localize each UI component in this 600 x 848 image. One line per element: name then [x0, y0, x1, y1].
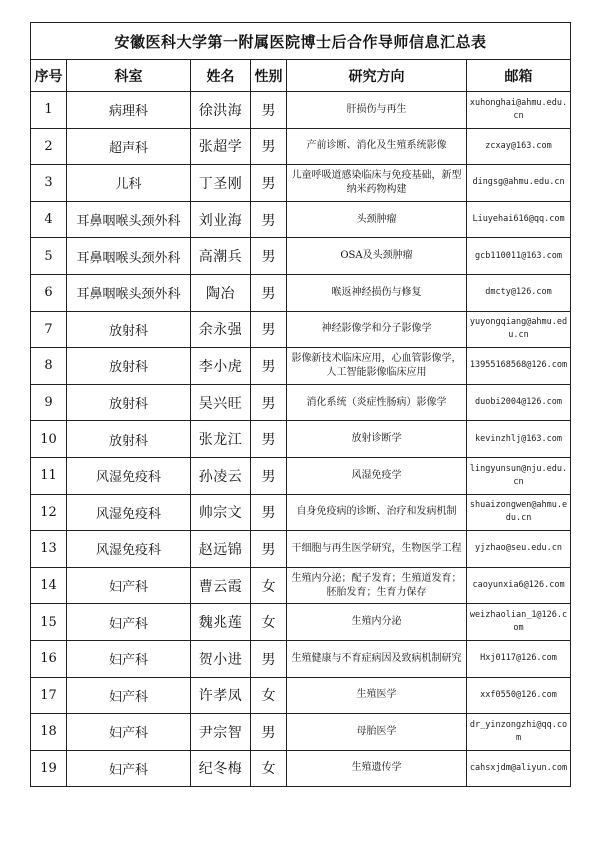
supervisor-name: 徐洪海 [191, 92, 251, 129]
supervisor-name: 尹宗智 [191, 714, 251, 751]
department-cell: 耳鼻咽喉头颈外科 [67, 274, 191, 311]
email-cell: 13955168568@126.com [467, 348, 571, 385]
email-cell: cahsxjdm@aliyun.com [467, 750, 571, 787]
department-cell: 放射科 [67, 421, 191, 458]
header-dept: 科室 [67, 60, 191, 92]
table-row [31, 201, 571, 238]
supervisor-name: 曹云霞 [191, 567, 251, 604]
table-row [31, 238, 571, 275]
header-row [31, 60, 571, 92]
department-cell: 儿科 [67, 165, 191, 202]
research-direction: 影像新技术临床应用，心血管影像学，人工智能影像临床应用 [287, 348, 467, 385]
row-number: 5 [31, 238, 67, 275]
table-row [31, 128, 571, 165]
gender-cell: 男 [251, 640, 287, 677]
email-cell: dr_yinzongzhi@qq.com [467, 714, 571, 751]
gender-cell: 男 [251, 494, 287, 531]
supervisor-name: 陶冶 [191, 274, 251, 311]
row-number: 8 [31, 348, 67, 385]
header-sex: 性别 [251, 60, 287, 92]
research-direction: 产前诊断、消化及生殖系统影像 [287, 128, 467, 165]
research-direction: 干细胞与再生医学研究，生物医学工程 [287, 531, 467, 568]
department-cell: 妇产科 [67, 604, 191, 641]
gender-cell: 男 [251, 274, 287, 311]
research-direction: 儿童呼吸道感染临床与免疫基础，新型纳米药物构建 [287, 165, 467, 202]
supervisor-name: 张超学 [191, 128, 251, 165]
research-direction: 风湿免疫学 [287, 457, 467, 494]
table-row [31, 384, 571, 421]
supervisor-name: 许孝凤 [191, 677, 251, 714]
supervisor-name: 孙凌云 [191, 457, 251, 494]
table-row [31, 567, 571, 604]
table-row [31, 348, 571, 385]
gender-cell: 男 [251, 714, 287, 751]
supervisor-table [30, 22, 571, 787]
table-row [31, 311, 571, 348]
row-number: 2 [31, 128, 67, 165]
row-number: 17 [31, 677, 67, 714]
row-number: 10 [31, 421, 67, 458]
table-row [31, 421, 571, 458]
email-cell: kevinzhlj@163.com [467, 421, 571, 458]
department-cell: 风湿免疫科 [67, 494, 191, 531]
research-direction: 自身免疫病的诊断、治疗和发病机制 [287, 494, 467, 531]
table-row [31, 274, 571, 311]
gender-cell: 男 [251, 457, 287, 494]
gender-cell: 女 [251, 604, 287, 641]
supervisor-name: 张龙江 [191, 421, 251, 458]
gender-cell: 男 [251, 384, 287, 421]
department-cell: 妇产科 [67, 677, 191, 714]
supervisor-name: 丁圣刚 [191, 165, 251, 202]
research-direction: 生殖内分泌；配子发育；生殖道发育；胚胎发育；生育力保存 [287, 567, 467, 604]
header-name: 姓名 [191, 60, 251, 92]
email-cell: xxf0550@126.com [467, 677, 571, 714]
table-row [31, 531, 571, 568]
row-number: 14 [31, 567, 67, 604]
gender-cell: 男 [251, 201, 287, 238]
email-cell: dmcty@126.com [467, 274, 571, 311]
research-direction: 放射诊断学 [287, 421, 467, 458]
gender-cell: 女 [251, 677, 287, 714]
email-cell: duobi2004@126.com [467, 384, 571, 421]
row-number: 13 [31, 531, 67, 568]
row-number: 18 [31, 714, 67, 751]
research-direction: OSA及头颈肿瘤 [287, 238, 467, 275]
table-row [31, 640, 571, 677]
department-cell: 风湿免疫科 [67, 531, 191, 568]
department-cell: 放射科 [67, 311, 191, 348]
row-number: 6 [31, 274, 67, 311]
table-row [31, 494, 571, 531]
supervisor-name: 魏兆莲 [191, 604, 251, 641]
email-cell: shuaizongwen@ahmu.edu.cn [467, 494, 571, 531]
gender-cell: 女 [251, 750, 287, 787]
research-direction: 肝损伤与再生 [287, 92, 467, 129]
gender-cell: 男 [251, 421, 287, 458]
gender-cell: 男 [251, 531, 287, 568]
supervisor-name: 纪冬梅 [191, 750, 251, 787]
department-cell: 耳鼻咽喉头颈外科 [67, 201, 191, 238]
research-direction: 生殖健康与不育症病因及致病机制研究 [287, 640, 467, 677]
table-row [31, 714, 571, 751]
header-email: 邮箱 [467, 60, 571, 92]
document-sheet [30, 22, 570, 787]
supervisor-name: 李小虎 [191, 348, 251, 385]
research-direction: 母胎医学 [287, 714, 467, 751]
department-cell: 耳鼻咽喉头颈外科 [67, 238, 191, 275]
research-direction: 喉返神经损伤与修复 [287, 274, 467, 311]
header-direction: 研究方向 [287, 60, 467, 92]
department-cell: 妇产科 [67, 714, 191, 751]
email-cell: zcxay@163.com [467, 128, 571, 165]
supervisor-name: 高潮兵 [191, 238, 251, 275]
email-cell: gcb110011@163.com [467, 238, 571, 275]
department-cell: 放射科 [67, 384, 191, 421]
document-title: 安徽医科大学第一附属医院博士后合作导师信息汇总表 [31, 23, 571, 60]
gender-cell: 男 [251, 128, 287, 165]
table-row [31, 165, 571, 202]
header-no: 序号 [31, 60, 67, 92]
table-row [31, 92, 571, 129]
email-cell: lingyunsun@nju.edu.cn [467, 457, 571, 494]
email-cell: Hxj0117@126.com [467, 640, 571, 677]
department-cell: 妇产科 [67, 640, 191, 677]
research-direction: 生殖遗传学 [287, 750, 467, 787]
table-row [31, 750, 571, 787]
email-cell: caoyunxia6@126.com [467, 567, 571, 604]
research-direction: 消化系统（炎症性肠病）影像学 [287, 384, 467, 421]
research-direction: 头颈肿瘤 [287, 201, 467, 238]
row-number: 19 [31, 750, 67, 787]
email-cell: dingsg@ahmu.edu.cn [467, 165, 571, 202]
gender-cell: 男 [251, 238, 287, 275]
row-number: 9 [31, 384, 67, 421]
department-cell: 妇产科 [67, 567, 191, 604]
supervisor-name: 余永强 [191, 311, 251, 348]
email-cell: weizhaolian_1@126.com [467, 604, 571, 641]
supervisor-name: 贺小进 [191, 640, 251, 677]
row-number: 15 [31, 604, 67, 641]
row-number: 3 [31, 165, 67, 202]
row-number: 12 [31, 494, 67, 531]
gender-cell: 男 [251, 311, 287, 348]
row-number: 1 [31, 92, 67, 129]
title-row [31, 23, 571, 60]
email-cell: yuyongqiang@ahmu.edu.cn [467, 311, 571, 348]
gender-cell: 女 [251, 567, 287, 604]
row-number: 7 [31, 311, 67, 348]
research-direction: 生殖医学 [287, 677, 467, 714]
table-row [31, 677, 571, 714]
department-cell: 病理科 [67, 92, 191, 129]
department-cell: 风湿免疫科 [67, 457, 191, 494]
row-number: 11 [31, 457, 67, 494]
gender-cell: 男 [251, 165, 287, 202]
research-direction: 生殖内分泌 [287, 604, 467, 641]
email-cell: xuhonghai@ahmu.edu.cn [467, 92, 571, 129]
gender-cell: 男 [251, 348, 287, 385]
department-cell: 超声科 [67, 128, 191, 165]
department-cell: 妇产科 [67, 750, 191, 787]
supervisor-name: 赵远锦 [191, 531, 251, 568]
gender-cell: 男 [251, 92, 287, 129]
table-row [31, 457, 571, 494]
supervisor-name: 刘业海 [191, 201, 251, 238]
supervisor-name: 帅宗文 [191, 494, 251, 531]
supervisor-name: 吴兴旺 [191, 384, 251, 421]
email-cell: Liuyehai616@qq.com [467, 201, 571, 238]
row-number: 16 [31, 640, 67, 677]
email-cell: yjzhao@seu.edu.cn [467, 531, 571, 568]
department-cell: 放射科 [67, 348, 191, 385]
row-number: 4 [31, 201, 67, 238]
research-direction: 神经影像学和分子影像学 [287, 311, 467, 348]
table-row [31, 604, 571, 641]
